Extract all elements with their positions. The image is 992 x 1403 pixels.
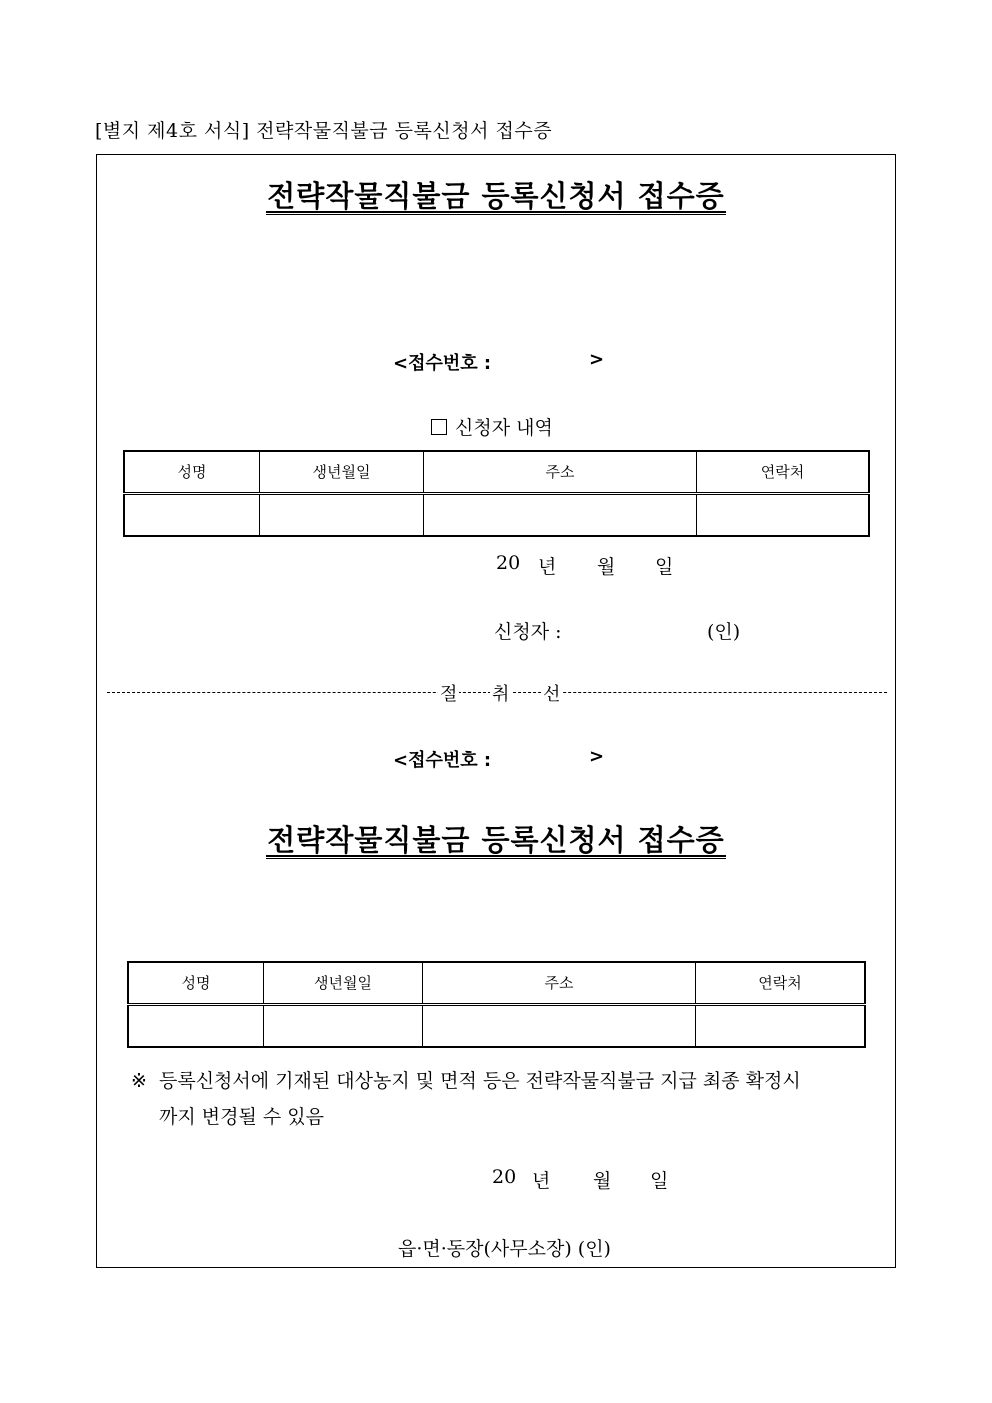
title-underline: [266, 211, 726, 215]
note-line-1: 등록신청서에 기재된 대상농지 및 면적 등은 전략작물직불금 지급 최종 확정시: [159, 1070, 801, 1092]
cell-birthdate[interactable]: [264, 1004, 423, 1047]
official-signature: 읍·면·동장(사무소장) (인): [398, 1238, 611, 1260]
cell-address[interactable]: [424, 493, 697, 536]
column-header-name: 성명: [124, 451, 260, 493]
date-month: 월: [593, 1170, 612, 1192]
note-line-2: 까지 변경될 수 있음: [159, 1106, 324, 1128]
cell-contact[interactable]: [697, 493, 870, 536]
title-underline-lower: [266, 855, 726, 859]
column-header-contact: 연락처: [696, 962, 866, 1004]
column-header-name: 성명: [128, 962, 264, 1004]
receipt-number-close: >: [589, 349, 605, 370]
date-year-prefix: 20: [492, 1166, 517, 1188]
applicant-section-label: 신청자 내역: [455, 417, 553, 439]
receipt-number-close-lower: >: [589, 746, 605, 767]
cut-line-label-1: 절: [438, 680, 459, 706]
applicant-seal: (인): [707, 621, 741, 643]
note-symbol: ※: [131, 1070, 147, 1092]
receipt-number-label: <접수번호 :: [393, 353, 492, 374]
column-header-address: 주소: [424, 451, 697, 493]
cell-birthdate[interactable]: [260, 493, 424, 536]
cut-line-label-3: 선: [541, 680, 562, 706]
column-header-address: 주소: [423, 962, 696, 1004]
form-number-label: [별지 제4호 서식] 전략작물직불금 등록신청서 접수증: [95, 120, 553, 142]
cell-name[interactable]: [128, 1004, 264, 1047]
column-header-birthdate: 생년월일: [260, 451, 424, 493]
applicant-table: [123, 450, 870, 537]
cell-contact[interactable]: [696, 1004, 866, 1047]
date-month: 월: [597, 556, 616, 578]
receipt-number-label: <접수번호 :: [393, 750, 492, 771]
table-row: [128, 1004, 865, 1047]
form-title: 전략작물직불금 등록신청서 접수증: [267, 179, 725, 213]
date-year: 년: [532, 1170, 551, 1192]
date-day: 일: [650, 1170, 669, 1192]
cell-name[interactable]: [124, 493, 260, 536]
date-day: 일: [655, 556, 674, 578]
applicant-label: 신청자 :: [494, 621, 562, 643]
date-year: 년: [538, 556, 557, 578]
checkbox-icon[interactable]: [431, 419, 447, 435]
receipt-number-lower: [393, 746, 491, 772]
applicant-table-lower: [127, 961, 866, 1048]
form-title-lower: 전략작물직불금 등록신청서 접수증: [267, 823, 725, 857]
applicant-section-heading: [431, 413, 553, 440]
column-header-contact: 연락처: [697, 451, 870, 493]
date-year-prefix: 20: [496, 552, 521, 574]
receipt-number: [393, 349, 491, 375]
table-row: [124, 493, 869, 536]
cut-line-label-2: 취: [490, 680, 511, 706]
column-header-birthdate: 생년월일: [264, 962, 423, 1004]
cell-address[interactable]: [423, 1004, 696, 1047]
